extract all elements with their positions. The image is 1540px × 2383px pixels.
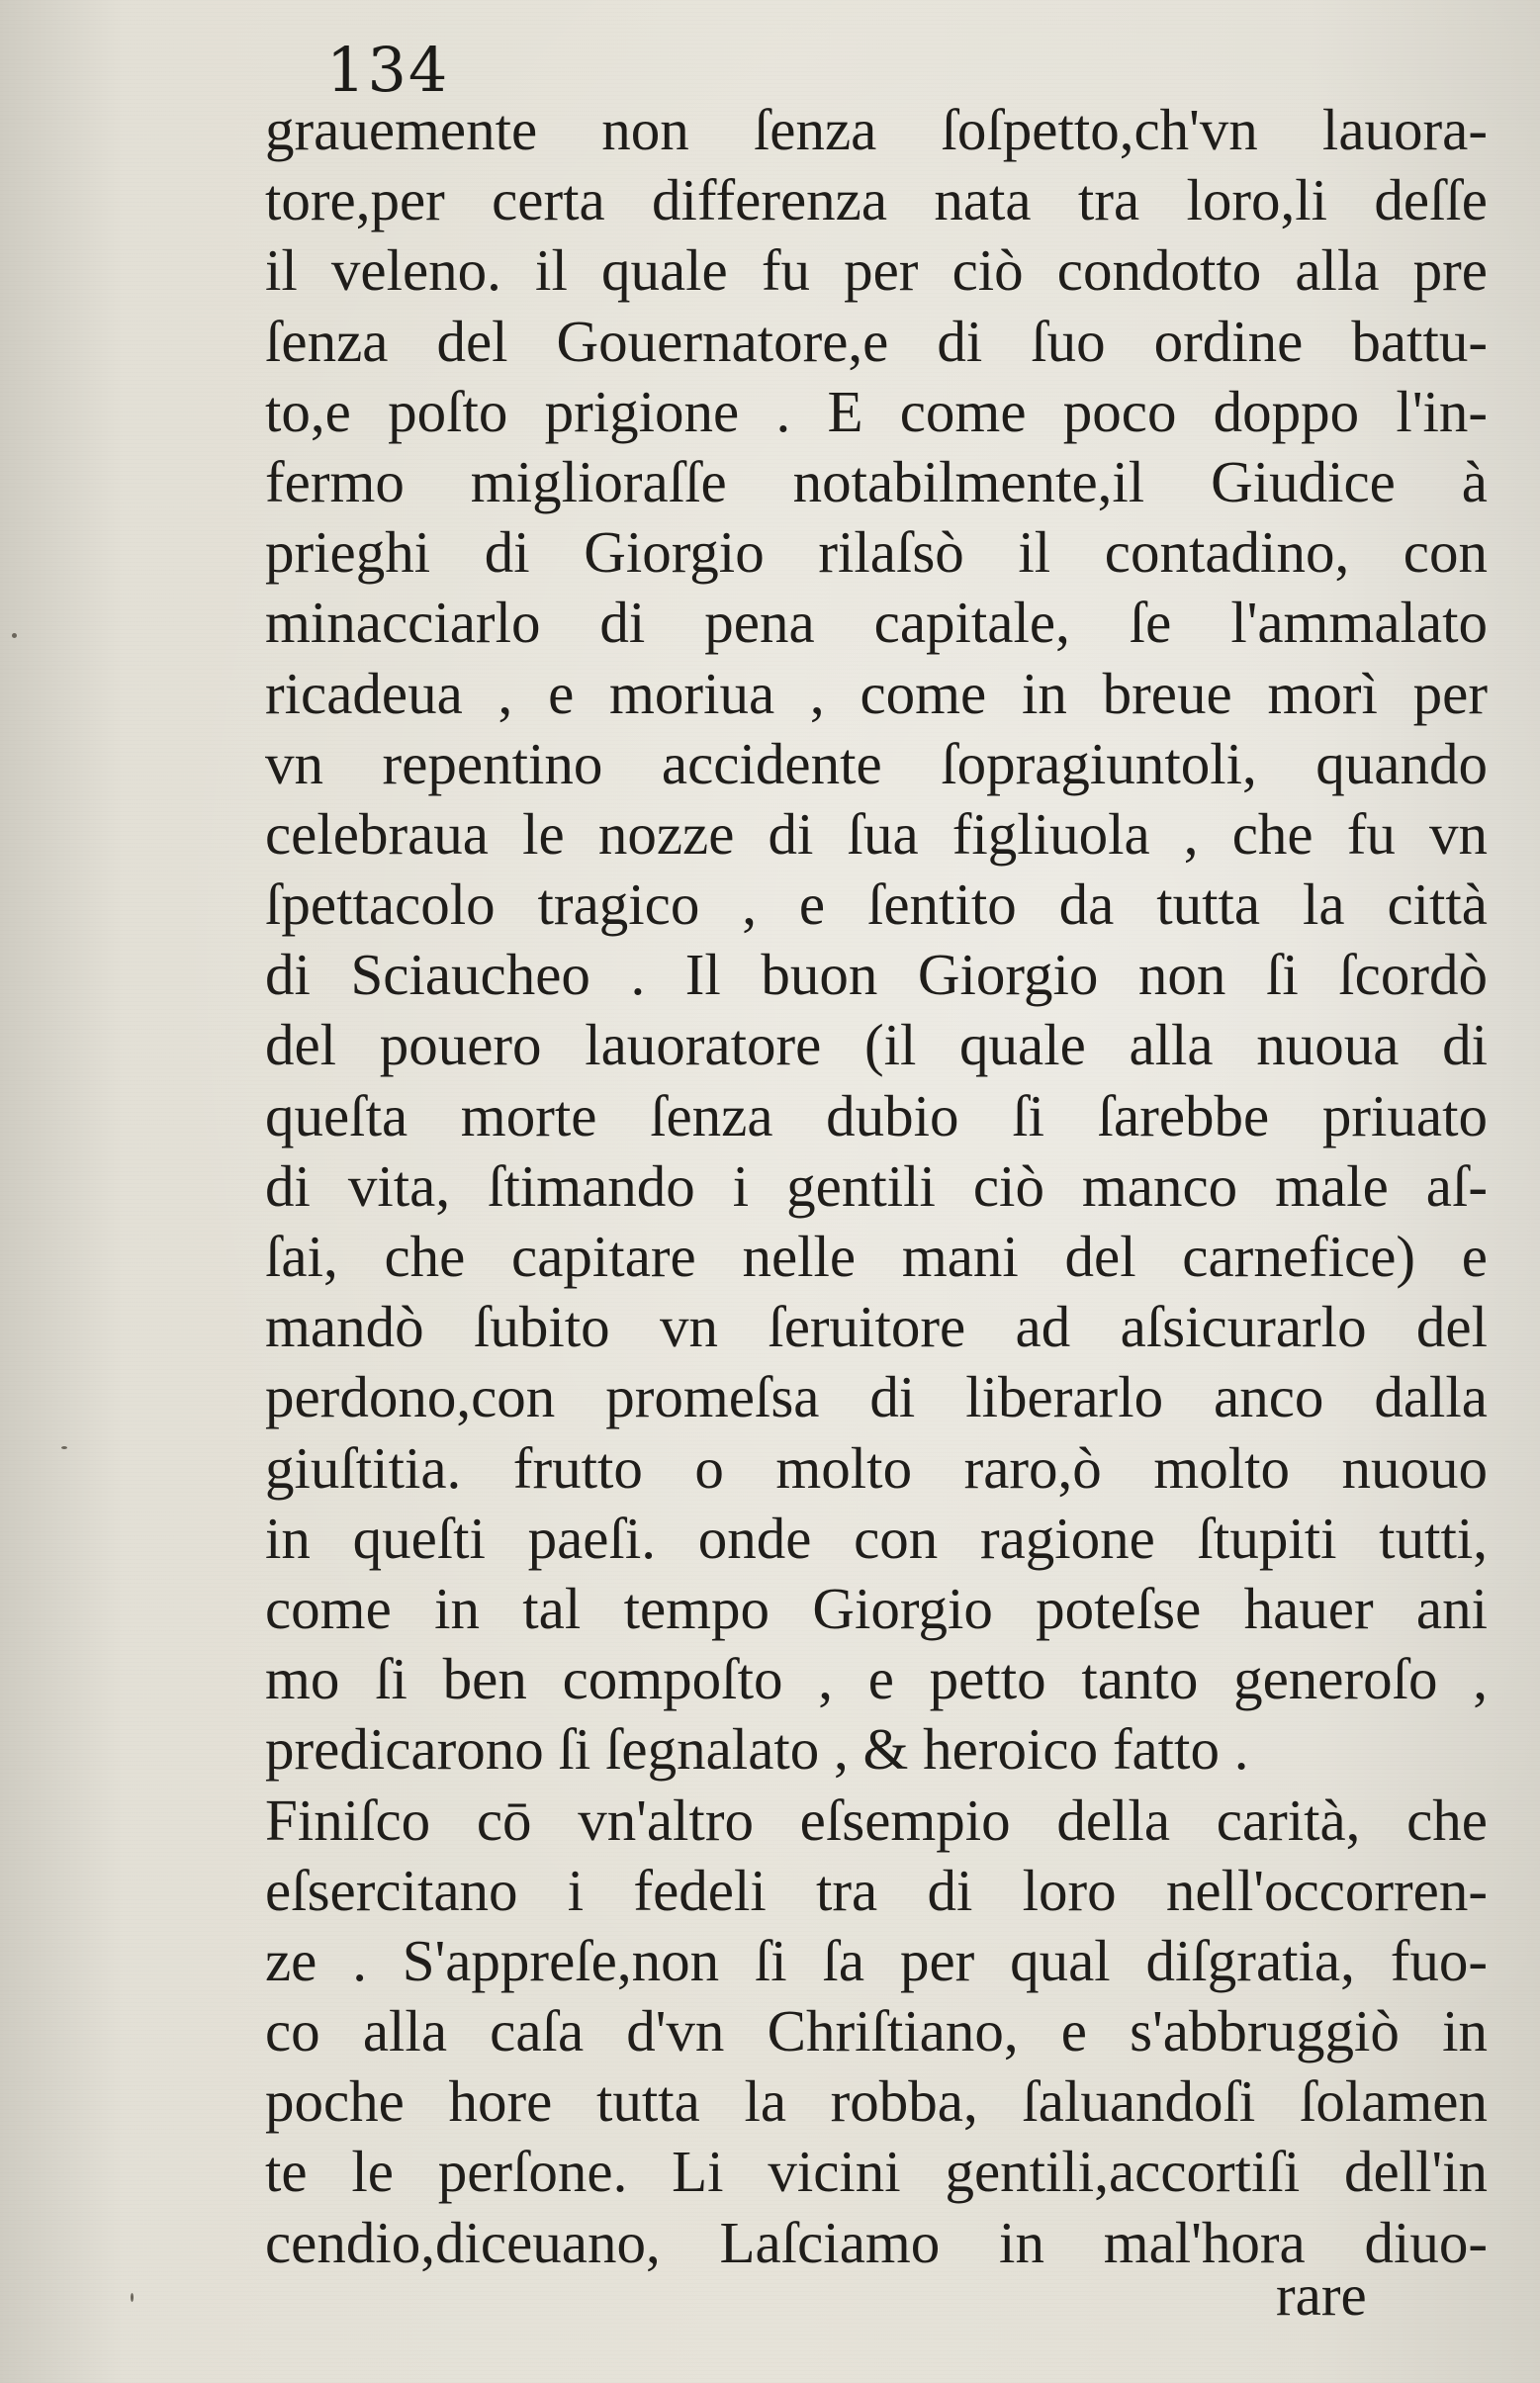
text-line: ſai, che capitare nelle mani del carnefice) e [265,1224,1488,1289]
text-line: ze . S'appreſe,non ſi ſa per qual diſgratia, fuo- [265,1927,1488,1993]
text-line: del pouero lauoratore (il quale alla nuoua di [265,1012,1488,1078]
text-line: fermo miglioraſſe notabilmente,il Giudice à [265,448,1488,514]
text-line: mandò ſubito vn ſeruitore ad aſsicurarlo del [265,1294,1488,1360]
text-line: poche hore tutta la robba, ſaluandoſi ſolamen [265,2068,1488,2135]
text-line: co alla caſa d'vn Chriſtiano, e s'abbruggiò in [265,1998,1488,2064]
text-line: queſta morte ſenza dubio ſi ſarebbe priuato [265,1082,1488,1148]
text-line: minacciarlo di pena capitale, ſe l'ammalato [265,590,1488,656]
text-line: di vita, ſtimando i gentili ciò manco male aſ- [265,1152,1488,1219]
text-line: in queſti paeſi. onde con ragione ſtupiti tutti, [265,1505,1488,1571]
paper-speck [61,1446,67,1449]
text-line: come in tal tempo Giorgio poteſse hauer ani [265,1575,1488,1641]
text-line: di Sciaucheo . Il buon Giorgio non ſi ſcordò [265,942,1488,1008]
text-line: tore,per certa differenza nata tra loro,li deſſe [265,167,1488,233]
text-line: cendio,diceuano, Laſciamo in mal'hora diuo- [265,2209,1488,2275]
text-line: Finiſco cō vn'altro eſsempio della carità, che [265,1787,1488,1853]
body-text [265,95,1488,2278]
text-line: mo ſi ben compoſto , e petto tanto generoſo , [265,1646,1488,1712]
text-line: celebraua le nozze di ſua figliuola , che fu vn [265,800,1488,867]
paper-speck [131,2293,134,2302]
text-line: ſenza del Gouernatore,e di ſuo ordine battu- [265,308,1488,374]
text-line: perdono,con promeſsa di liberarlo anco dalla [265,1364,1488,1430]
paper-speck [12,633,17,638]
text-line: prieghi di Giorgio rilaſsò il contadino, con [265,519,1488,586]
page-number: 134 [326,34,450,106]
text-line: ricadeua , e moriua , come in breue morì per [265,660,1488,726]
text-line: giuſtitia. frutto o molto raro,ò molto nuouo [265,1434,1488,1501]
text-line: grauemente non ſenza ſoſpetto,ch'vn lauora- [265,97,1488,162]
text-line: eſsercitano i fedeli tra di loro nell'occorren- [265,1857,1488,1923]
text-line: il veleno. il quale fu per ciò condotto alla pre [265,237,1488,304]
text-line: to,e poſto prigione . E come poco doppo l'in- [265,378,1488,444]
text-line: ſpettacolo tragico , e ſentito da tutta la città [265,871,1488,938]
text-line: te le perſone. Li vicini gentili,accortiſi dell'in [265,2139,1488,2205]
catchword: rare [1276,2262,1367,2328]
text-line: vn repentino accidente ſopragiuntoli, quando [265,730,1488,796]
text-line: predicarono ſi ſegnalato , & heroico fatto . [265,1716,1249,1783]
